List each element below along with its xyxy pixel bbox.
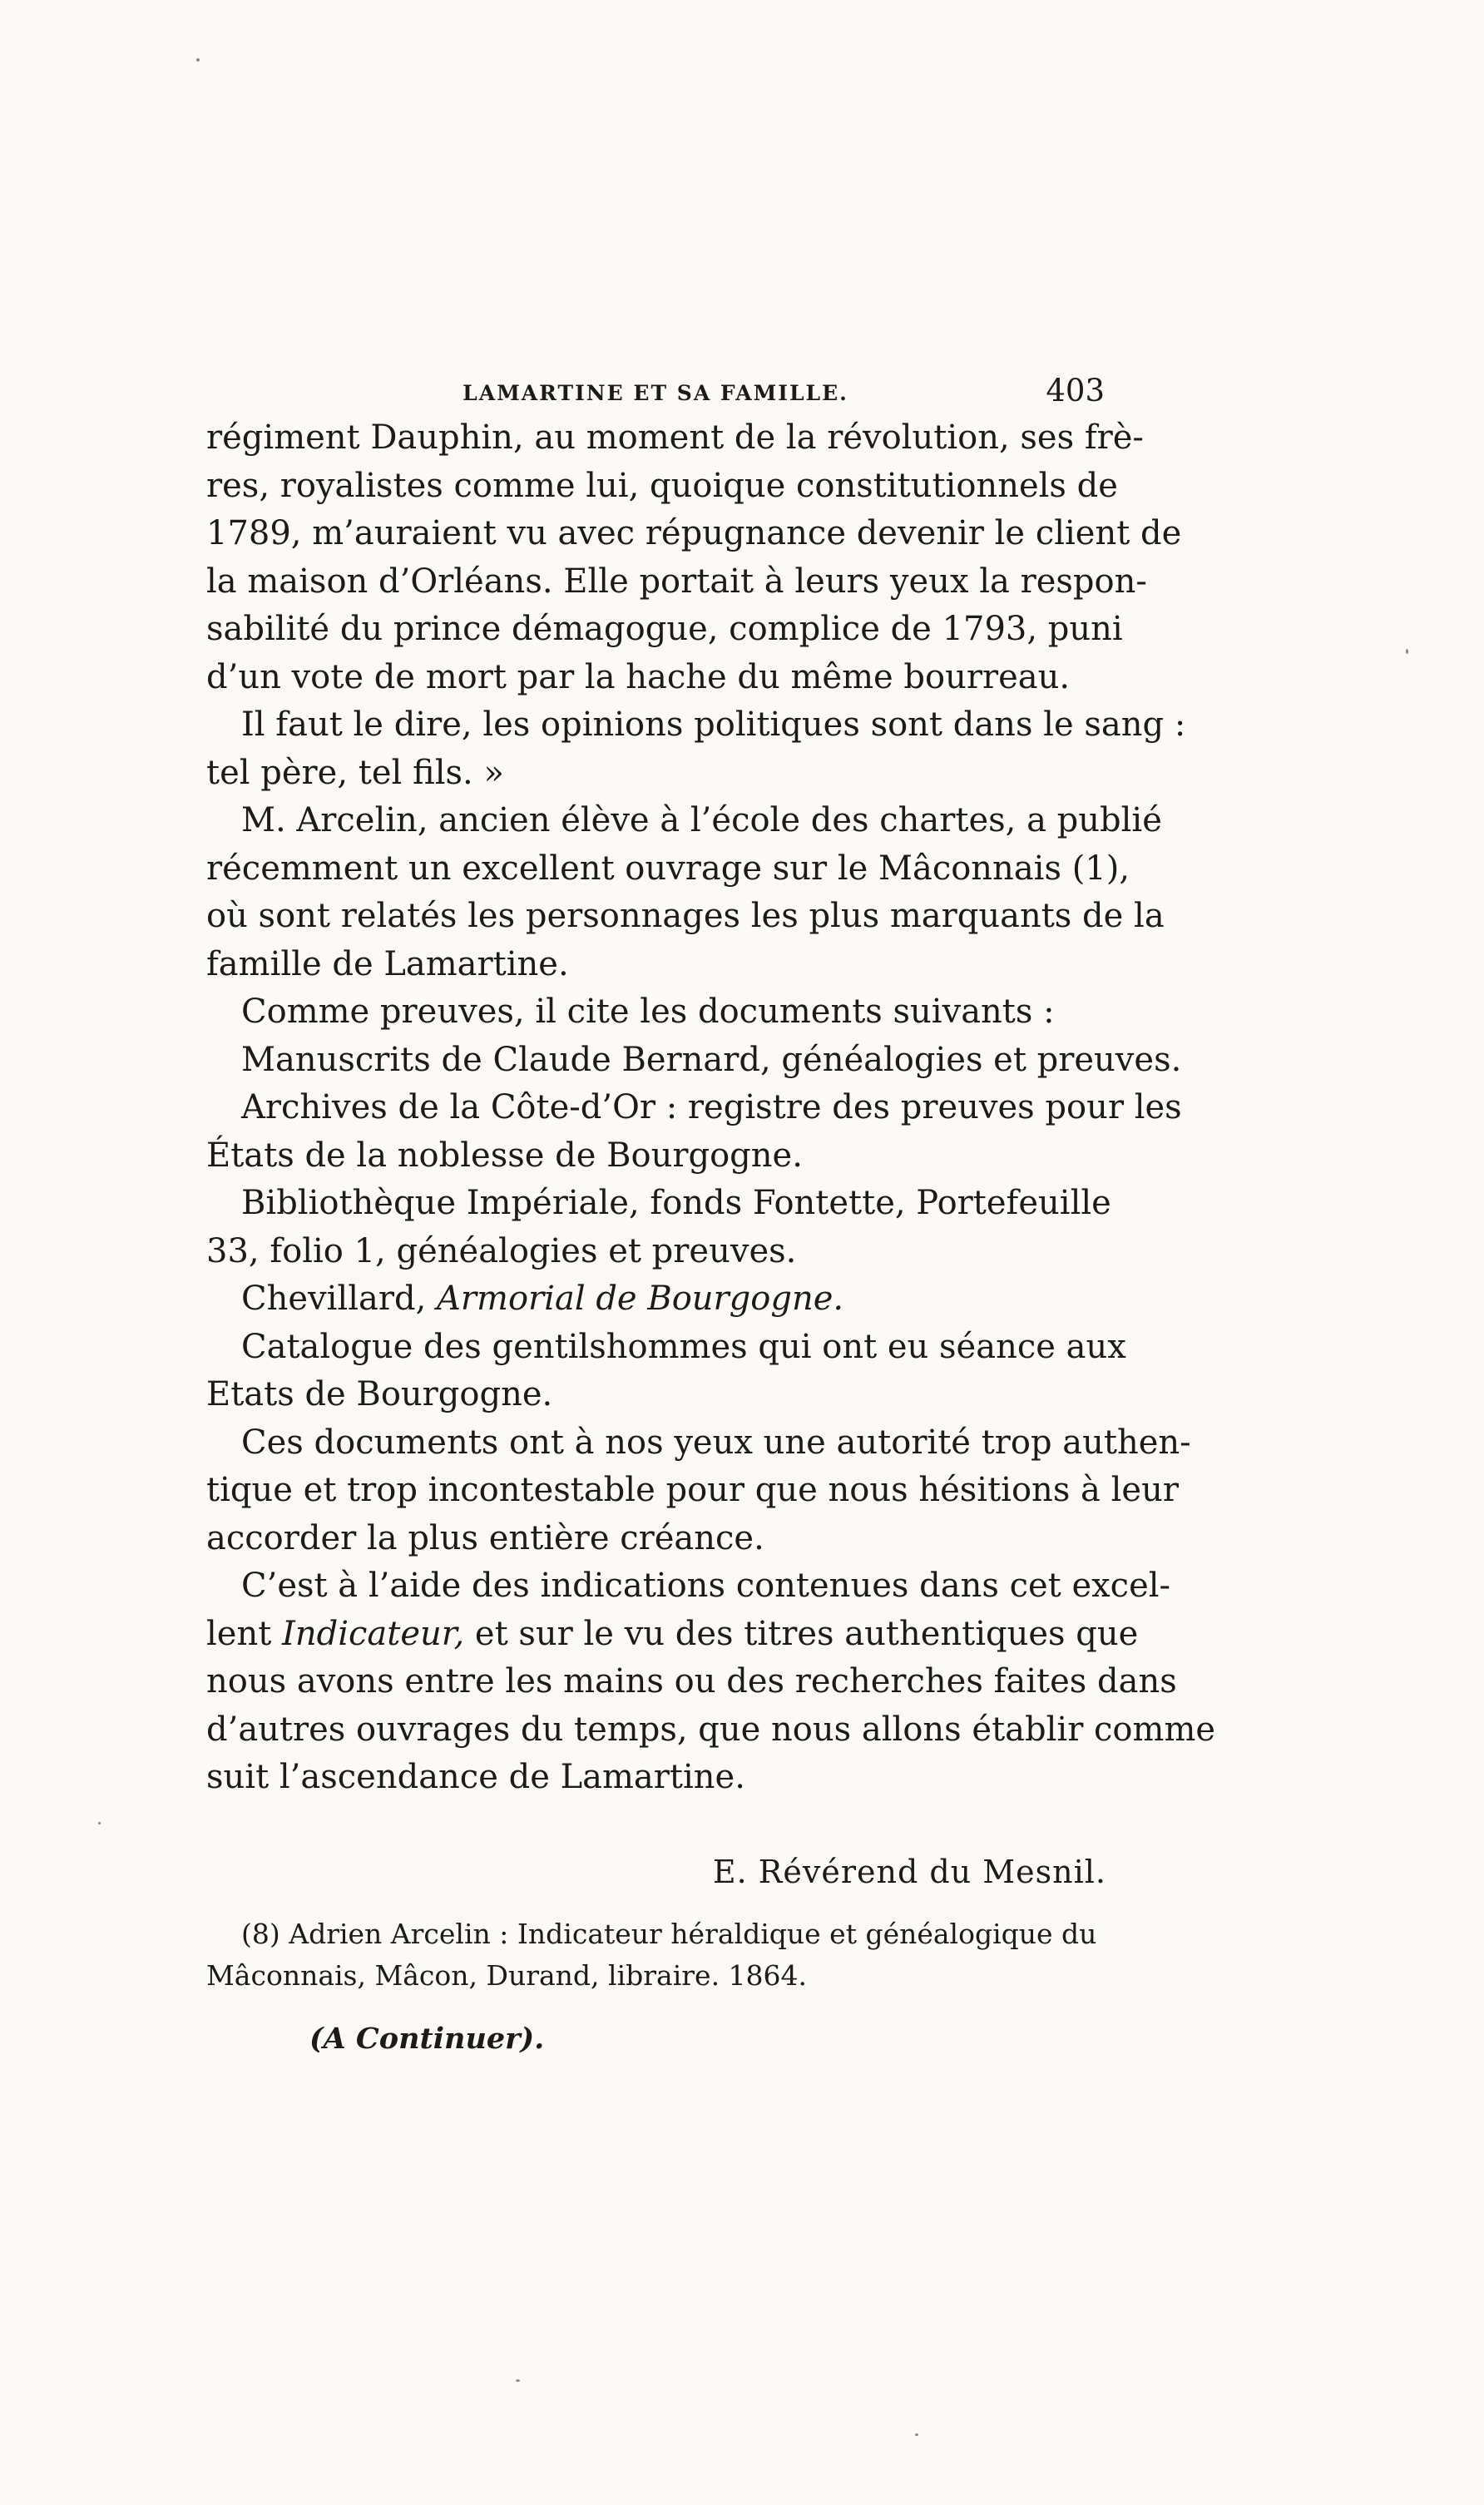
text-line: famille de Lamartine. [206,944,569,983]
paper-speck [196,58,200,62]
text-line: récemment un excellent ouvrage sur le Mâconnais (1), [206,849,1130,888]
text-line: lent Indicateur, et sur le vu des titres authentiques que [206,1611,1106,1659]
text-line: d’autres ouvrages du temps, que nous allons établir comme [206,1710,1216,1749]
text-line: d’un vote de mort par la hache du même bourreau. [206,657,1071,696]
text-line: Catalogue des gentilshommes qui ont eu séance aux [241,1327,1126,1366]
text-line: États de la noblesse de Bourgogne. [206,1136,803,1175]
text-line: où sont relatés les personnages les plus marquants de la [206,897,1165,935]
text-line: accorder la plus entière créance. [206,1518,764,1557]
paper-speck [1406,649,1408,654]
book-title: Armorial de Bourgogne. [437,1280,844,1318]
continuation-note: (A Continuer). [309,2022,545,2056]
text-line: Il faut le dire, les opinions politiques sont dans le sang : [241,705,1186,744]
text-line: nous avons entre les mains ou des recherches faites dans [206,1662,1177,1701]
book-title: Indicateur, [282,1614,465,1653]
paper-speck [516,2379,520,2382]
body-text [206,414,1216,1802]
page-header [206,373,1105,414]
text-line: sabilité du prince démagogue, complice de 1793, puni [206,610,1123,648]
footnote [206,1913,1106,1997]
paper-speck [915,2433,918,2436]
text-line: Etats de Bourgogne. [206,1375,553,1413]
text-line: res, royalistes comme lui, quoique constitutionnels de [206,466,1118,505]
author-signature: E. Révérend du Mesnil. [712,1854,1106,1890]
text-line: Comme preuves, il cite les documents suivants : [241,993,1055,1031]
text-line: la maison d’Orléans. Elle portait à leurs yeux la respon- [206,562,1147,601]
text-line: tique et trop incontestable pour que nous hésitions à leur [206,1471,1179,1509]
footnote-line: (8) Adrien Arcelin : Indicateur héraldique et généalogique du [241,1918,1097,1950]
page-number: 403 [1046,373,1105,408]
text-line: tel père, tel fils. » [206,753,504,792]
text-line: Manuscrits de Claude Bernard, généalogies et preuves. [241,1040,1182,1079]
paper-speck [98,1822,101,1824]
text-line: C’est à l’aide des indications contenues dans cet excel- [241,1567,1171,1605]
running-title: LAMARTINE ET SA FAMILLE. [463,381,848,405]
text-line: 1789, m’auraient vu avec répugnance devenir le client de [206,514,1182,552]
text-line: M. Arcelin, ancien élève à l’école des chartes, a publié [241,801,1162,839]
text-line: Ces documents ont à nos yeux une autorité trop authen- [241,1423,1191,1462]
text-line: 33, folio 1, généalogies et preuves. [206,1231,797,1270]
text-line: régiment Dauphin, au moment de la révolution, ses frè- [206,418,1144,457]
text-line: Archives de la Côte-d’Or : registre des preuves pour les [241,1088,1182,1126]
text-line: Chevillard, Armorial de Bourgogne. [206,1275,1106,1324]
text-line: Bibliothèque Impériale, fonds Fontette, Portefeuille [241,1184,1111,1222]
footnote-line: Mâconnais, Mâcon, Durand, libraire. 1864. [206,1959,808,1992]
text-line: suit l’ascendance de Lamartine. [206,1758,745,1796]
